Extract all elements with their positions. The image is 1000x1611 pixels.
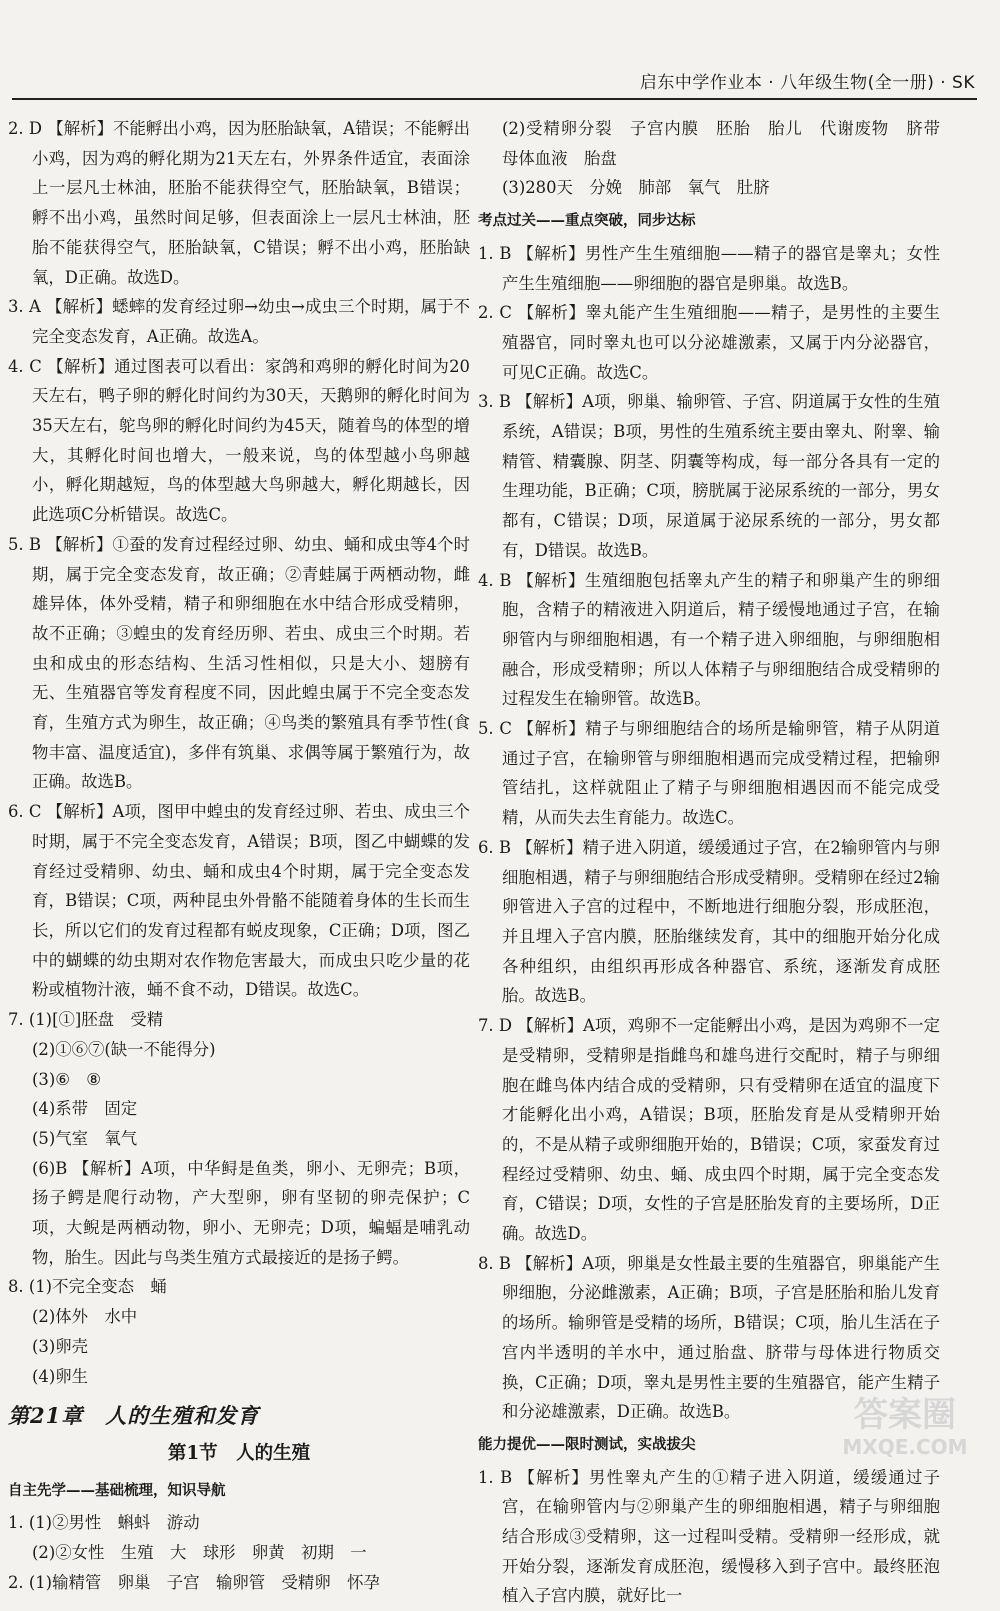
checkpoint-4: 4. B 【解析】生殖细胞包括睾丸产生的精子和卵巢产生的卵细胞，含精子的精液进入阴道后，精子缓慢地通过子宫，在输卵管内与卵细胞相遇，有一个精子进入卵细胞，与卵细胞相融合，形成受精卵；所以人体精子与卵细胞结合成受精卵的过程发生在输卵管。故选B。 — [478, 570, 940, 709]
answer-5: 5. B 【解析】①蚕的发育过程经过卵、幼虫、蛹和成虫等4个时期，属于完全变态发育，故正确；②青蛙属于两栖动物，雌雄异体，体外受精，精子和卵细胞在水中结合形成受精卵，故不正确；③蝗虫的发育经历卵、若虫、成虫三个时期。若虫和成虫的形态结构、生活习性相似，只是大小、翅膀有无、生殖器官等发育程度不同，因此蝗虫属于不完全变态发育，生殖方式为卵生，故正确；④鸟类的繁殖具有季节性(食物丰富、温度适宜)，多伴有筑巢、求偶等属于繁殖行为，故正确。故选B。 — [8, 534, 470, 792]
watermark-logo — [820, 1395, 990, 1465]
answer-7-1: 7. (1)[①]胚盘 受精 — [8, 1010, 164, 1030]
chapter-title: 第21章 人的生殖和发育 — [8, 1403, 260, 1429]
watermark-url: MXQE.COM — [842, 1435, 968, 1459]
checkpoint-3: 3. B 【解析】A项，卵巢、输卵管、子宫、阴道属于女性的生殖系统，A错误；B项，男性的生殖系统主要由睾丸、附睾、输精管、精囊腺、阴茎、阴囊等构成，每一部分各具有一定的生理功能，B正确；C项，膀胱属于泌尿系统的一部分，男女都有，C错误；D项，尿道属于泌尿系统的一部分，男女都有，D错误。故选B。 — [478, 392, 940, 560]
answer-8-4: (4)卵生 — [32, 1366, 88, 1386]
checkpoint-8: 8. B 【解析】A项，卵巢是女性最主要的生殖器官，卵巢能产生卵细胞，分泌雌激素，A正确；B项，子宫是胚胎和胎儿发育的场所。输卵管是受精的场所，B错误；C项，胎儿生活在子宫内半透明的羊水中，通过胎盘、脐带与母体进行物质交换，C正确；D项，睾丸是男性主要的生殖器官，能产生精子和分泌雄激素，D正确。故选B。 — [478, 1253, 940, 1422]
page-header: 启东中学作业本 · 八年级生物(全一册) · SK — [639, 73, 975, 93]
left-column — [8, 114, 470, 1597]
answer-6: 6. C 【解析】A项，图甲中蝗虫的发育经过卵、若虫、成虫三个时期，属于不完全变态发育，A错误；B项，图乙中蝴蝶的发育经过受精卵、幼虫、蛹和成虫4个时期，属于完全变态发育，B错误；C项，两种昆虫外骨骼不能随着身体的生长而生长，所以它们的发育过程都有蜕皮现象，C正确；D项，图乙中的蝴蝶的幼虫期对农作物危害最大，而成虫只吃少量的花粉或植物汁液，蛹不食不动，D错误。故选C。 — [8, 802, 470, 1000]
answer-8-2: (2)体外 水中 — [32, 1307, 138, 1327]
section-heading-self-study: 自主先学——基础梳理，知识导航 — [8, 1482, 226, 1499]
lesson-title: 第1节 人的生殖 — [167, 1442, 311, 1464]
answer-7-6: (6)B 【解析】A项，中华鲟是鱼类，卵小、无卵壳；B项，扬子鳄是爬行动物，产大型卵，卵有坚韧的卵壳保护；C项，大鲵是两栖动物，卵小、无卵壳；D项，蝙蝠是哺乳动物，胎生。因此与鸟类生殖方式最接近的是扬子鳄。 — [32, 1158, 470, 1267]
section-heading-ability: 能力提优——限时测试，实战拔尖 — [478, 1436, 696, 1453]
answer-3: 3. A 【解析】蟋蟀的发育经过卵→幼虫→成虫三个时期，属于不完全变态发育，A正确。故选A。 — [8, 297, 470, 346]
ability-1: 1. B 【解析】男性睾丸产生的①精子进入阴道，缓缓通过子宫，在输卵管内与②卵巢产生的卵细胞相遇，精子与卵细胞结合形成③受精卵，这一过程叫受精。受精卵一经形成，就开始分裂，逐渐发育成胚泡，缓慢移入到子宫中。最终胚泡植入子宫内膜，就好比一 — [478, 1467, 940, 1606]
answer-8-3: (3)卵壳 — [32, 1336, 88, 1356]
answer-7-2: (2)①⑥⑦(缺一不能得分) — [32, 1039, 216, 1059]
answer-7-5: (5)气室 氧气 — [32, 1128, 138, 1148]
section-heading-checkpoint: 考点过关——重点突破，同步达标 — [478, 213, 696, 230]
self-study-2-3: (3)280天 分娩 肺部 氧气 肚脐 — [502, 178, 770, 198]
answer-2: 2. D 【解析】不能孵出小鸡，因为胚胎缺氧，A错误；不能孵出小鸡，因为鸡的孵化期为21天左右，外界条件适宜，表面涂上一层凡士林油，胚胎不能获得空气，胚胎缺氧，B错误；孵不出小鸡，虽然时间足够，但表面涂上一层凡士林油，胚胎不能获得空气，胚胎缺氧，C错误；孵不出小鸡，胚胎缺氧，D正确。故选D。 — [8, 119, 470, 287]
checkpoint-6: 6. B 【解析】精子进入阴道，缓缓通过子宫，在2输卵管内与卵细胞相遇，精子与卵细胞结合形成受精卵。受精卵在经过2输卵管进入子宫的过程中，不断地进行细胞分裂，形成胚泡，并且埋入子宫内膜，胚胎继续发育，其中的细胞开始分化成各种组织，由组织再形成各种器官、系统，逐渐发育成胚胎。故选B。 — [478, 837, 940, 1006]
answer-7-4: (4)系带 固定 — [32, 1099, 138, 1119]
checkpoint-1: 1. B 【解析】男性产生生殖细胞——精子的器官是睾丸；女性产生生殖细胞——卵细胞的器官是卵巢。故选B。 — [478, 243, 940, 293]
watermark-text: 答案圈 — [854, 1395, 956, 1435]
right-column — [478, 114, 957, 1611]
answer-4: 4. C 【解析】通过图表可以看出：家鸽和鸡卵的孵化时间为20天左右，鸭子卵的孵化时间约为30天，天鹅卵的孵化时间为35天左右，鸵鸟卵的孵化时间约为45天，随着鸟的体型的增大，其孵化时间也增大，一般来说，鸟的体型越小鸟卵越小，孵化期越短，鸟的体型越大鸟卵越大，孵化期越长，因此选项C分析错误。故选C。 — [8, 356, 470, 525]
answer-7-3: (3)⑥ ⑧ — [32, 1069, 101, 1089]
checkpoint-2: 2. C 【解析】睾丸能产生生殖细胞——精子，是男性的主要生殖器官，同时睾丸也可以分泌雄激素，又属于内分泌器官，可见C正确。故选C。 — [478, 303, 940, 382]
self-study-1-1: 1. (1)②男性 蝌蚪 游动 — [8, 1513, 200, 1533]
checkpoint-7: 7. D 【解析】A项，鸡卵不一定能孵出小鸡，是因为鸡卵不一定是受精卵，受精卵是指雌鸟和雄鸟进行交配时，精子与卵细胞在雌鸟体内结合成的受精卵，只有受精卵在适宜的温度下才能孵化出小鸡，A错误；B项，胚胎发育是从受精卵开始的，不是从精子或卵细胞开始的，B错误；C项，家蚕发育过程经过受精卵、幼虫、蛹、成虫四个时期，属于完全变态发育，C错误；D项，女性的子宫是胚胎发育的主要场所，D正确。故选D。 — [478, 1016, 940, 1244]
self-study-1-2: (2)②女性 生殖 大 球形 卵黄 初期 一 — [32, 1543, 367, 1563]
header-rule — [12, 98, 977, 100]
answer-8-1: 8. (1)不完全变态 蛹 — [8, 1277, 167, 1297]
checkpoint-5: 5. C 【解析】精子与卵细胞结合的场所是输卵管，精子从阴道通过子宫，在输卵管与卵细胞相遇而完成受精过程，把输卵管结扎，这样就阻止了精子与卵细胞相遇因而不能完成受精，从而失去生育能力。故选C。 — [478, 719, 940, 828]
self-study-2-2: (2)受精卵分裂 子宫内膜 胚胎 胎儿 代谢废物 脐带 母体血液 胎盘 — [502, 119, 957, 168]
self-study-2-1: 2. (1)输精管 卵巢 子宫 输卵管 受精卵 怀孕 — [8, 1572, 380, 1592]
